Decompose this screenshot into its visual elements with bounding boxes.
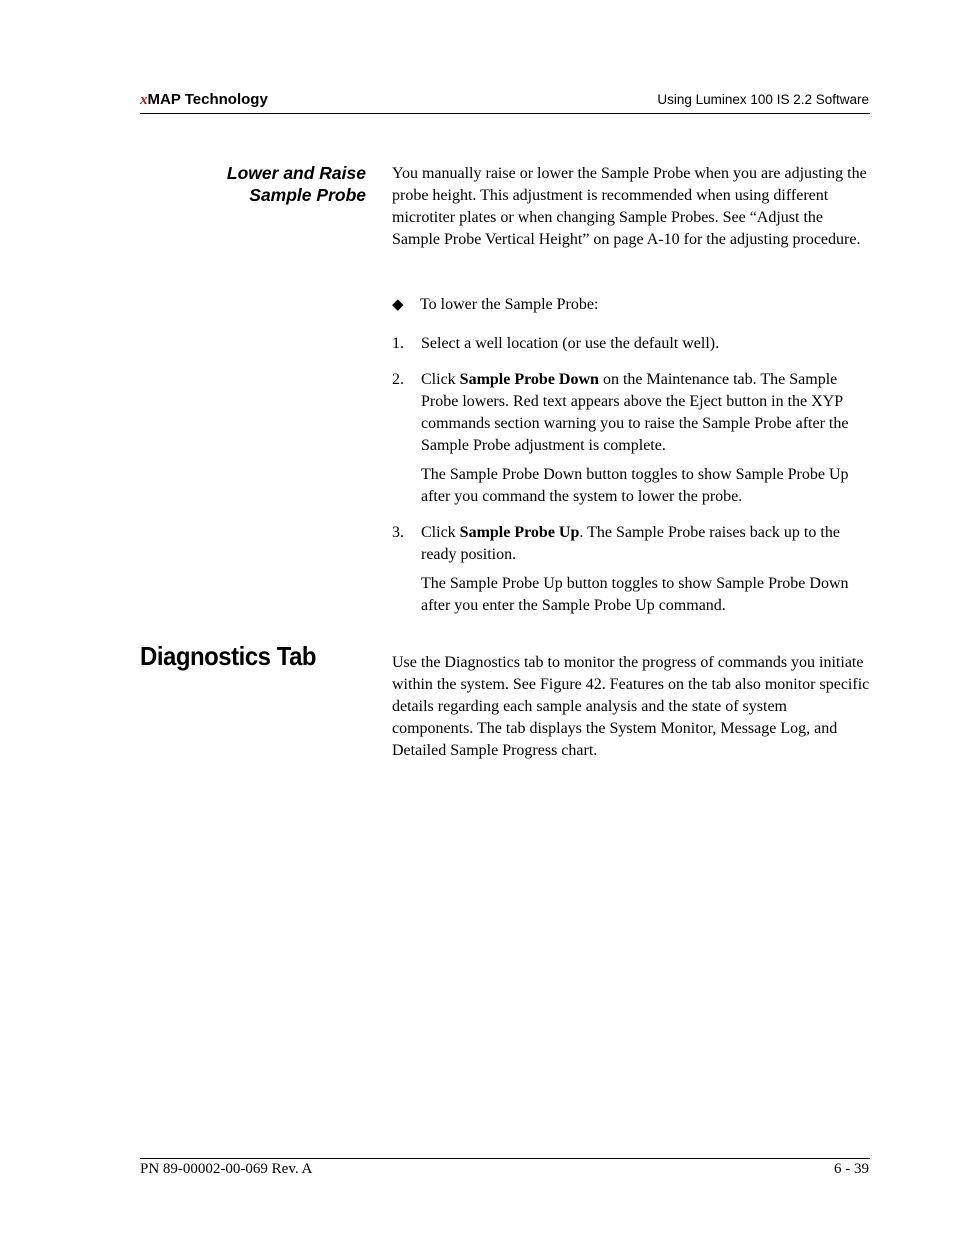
section-heading-lower-raise	[140, 162, 366, 206]
diagnostics-paragraph	[392, 652, 870, 762]
step-text	[421, 522, 870, 566]
list-item	[392, 369, 870, 508]
step-text-post: on the Maintenance tab. The Sample Probe lowers. Red text appears above the Eject button in the XYP commands section warning you to raise the Sample Probe after the Sample Probe adjustment is complete.	[421, 371, 849, 454]
step-number: 1.	[392, 335, 404, 352]
step-text-pre: Click	[421, 371, 460, 388]
step-note: The Sample Probe Down button toggles to show Sample Probe Up after you command the system to lower the probe.	[421, 466, 849, 505]
section-heading-line2: Sample Probe	[249, 185, 366, 205]
step-text-pre: Click	[421, 524, 460, 541]
task-text: To lower the Sample Probe:	[420, 296, 599, 313]
diamond-bullet-icon: ◆	[392, 297, 404, 313]
step-text	[421, 369, 870, 457]
header-rule	[140, 113, 870, 114]
list-item	[392, 333, 870, 355]
footer-page-number: 6 - 39	[834, 1161, 869, 1177]
step-note: The Sample Probe Up button toggles to show Sample Probe Down after you enter the Sample Probe Up command.	[421, 575, 849, 614]
header-brand-x: x	[140, 92, 148, 108]
step-number: 3.	[392, 524, 404, 541]
step-text-post: . The Sample Probe raises back up to the ready position.	[421, 524, 840, 563]
header-brand	[140, 91, 268, 109]
header-brand-text: MAP Technology	[147, 91, 268, 108]
section-heading-diagnostics: Diagnostics Tab	[140, 641, 317, 671]
step-text-bold: Sample Probe Down	[459, 371, 599, 388]
task-line	[392, 294, 870, 316]
header-title: Using Luminex 100 IS 2.2 Software	[657, 92, 869, 107]
footer-rule	[140, 1158, 870, 1159]
section-intro	[392, 163, 870, 251]
diagnostics-text: Use the Diagnostics tab to monitor the progress of commands you initiate within the system. See Figure 42. Features on the tab also monitor specific details regarding each sample analysis and the state of system components. The tab displays the System Monitor, Message Log, and Detailed Sample Progress chart.	[392, 654, 870, 759]
footer-part-number: PN 89-00002-00-069 Rev. A	[140, 1161, 313, 1177]
step-text-bold: Sample Probe Up	[459, 524, 580, 541]
step-text: Select a well location (or use the default well).	[421, 335, 720, 352]
step-number: 2.	[392, 371, 404, 388]
section-heading-line1: Lower and Raise	[226, 163, 366, 183]
intro-paragraph: You manually raise or lower the Sample Probe when you are adjusting the probe height. This adjustment is recommended when using different microtiter plates or when changing Sample Probes. See “Adjust the Sample Probe Vertical Height” on page A-10 for the adjusting procedure.	[392, 165, 867, 248]
list-item	[392, 522, 870, 617]
